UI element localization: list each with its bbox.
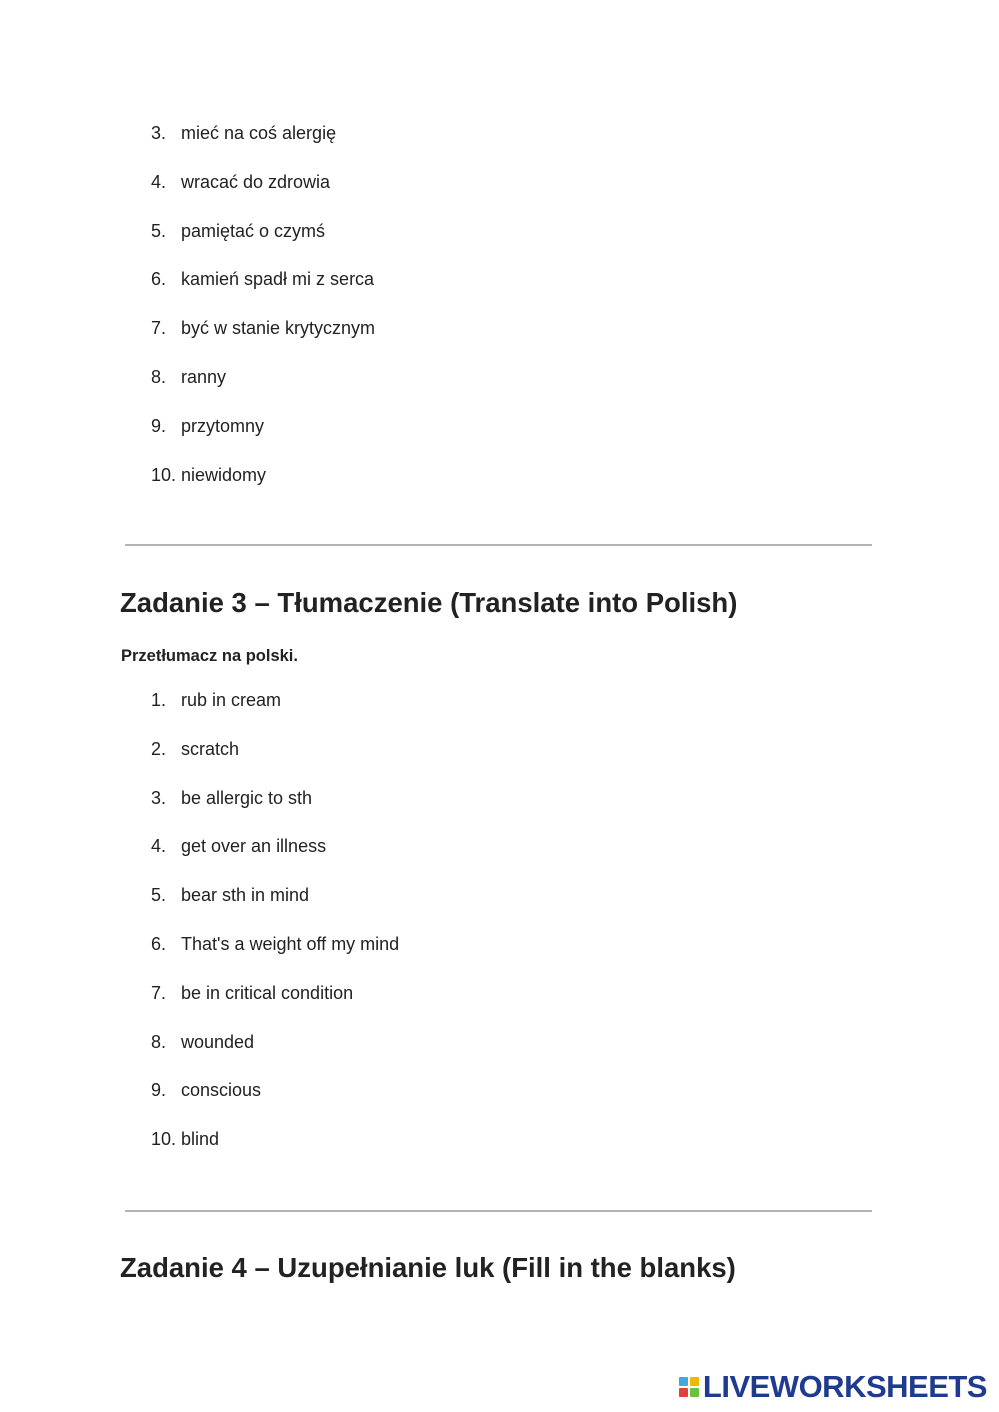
item-text: be allergic to sth <box>181 787 313 808</box>
item-text: wounded <box>181 1031 255 1052</box>
item-number: 8. <box>151 366 167 387</box>
item-text: bear sth in mind <box>181 885 310 906</box>
item-text: być w stanie krytycznym <box>181 318 376 339</box>
item-number: 10. <box>151 1129 177 1150</box>
item-number: 4. <box>151 171 167 192</box>
item-number: 6. <box>151 269 167 290</box>
item-text: scratch <box>181 738 240 759</box>
item-text: conscious <box>181 1080 262 1101</box>
item-number: 2. <box>151 738 167 759</box>
item-text: blind <box>181 1129 220 1150</box>
section3-title: Zadanie 3 – Tłumaczenie (Translate into Polish) <box>120 587 738 618</box>
item-text: be in critical condition <box>181 982 354 1003</box>
item-number: 3. <box>151 787 167 808</box>
item-text: kamień spadł mi z serca <box>181 269 375 290</box>
item-text: przytomny <box>181 415 265 436</box>
liveworksheets-logo <box>679 1369 987 1404</box>
section3-instruction: Przetłumacz na polski. <box>121 647 298 665</box>
liveworksheets-logo-icon <box>679 1377 699 1397</box>
item-text: wracać do zdrowia <box>181 171 331 192</box>
item-number: 9. <box>151 415 167 436</box>
section-divider <box>125 544 872 546</box>
item-number: 6. <box>151 933 167 954</box>
item-text: niewidomy <box>181 464 267 485</box>
item-text: pamiętać o czymś <box>181 220 326 241</box>
item-number: 10. <box>151 464 177 485</box>
item-text: rub in cream <box>181 690 282 710</box>
item-number: 3. <box>151 123 167 143</box>
item-number: 5. <box>151 885 167 906</box>
logo-square <box>690 1377 699 1386</box>
item-text: get over an illness <box>181 836 327 857</box>
item-number: 8. <box>151 1031 167 1052</box>
section4-title: Zadanie 4 – Uzupełnianie luk (Fill in the blanks) <box>120 1252 736 1283</box>
item-number: 9. <box>151 1080 167 1101</box>
logo-square <box>679 1388 688 1397</box>
item-text: ranny <box>181 366 227 387</box>
item-number: 7. <box>151 982 167 1003</box>
logo-text: LIVEWORKSHEETS <box>702 1369 987 1404</box>
logo-square <box>679 1377 688 1386</box>
item-text: mieć na coś alergię <box>181 123 337 143</box>
item-number: 7. <box>151 318 167 339</box>
item-number: 1. <box>151 690 167 710</box>
section-divider <box>125 1210 872 1212</box>
item-text: That's a weight off my mind <box>181 933 400 954</box>
logo-square <box>690 1388 699 1397</box>
item-number: 4. <box>151 836 167 857</box>
item-number: 5. <box>151 220 167 241</box>
